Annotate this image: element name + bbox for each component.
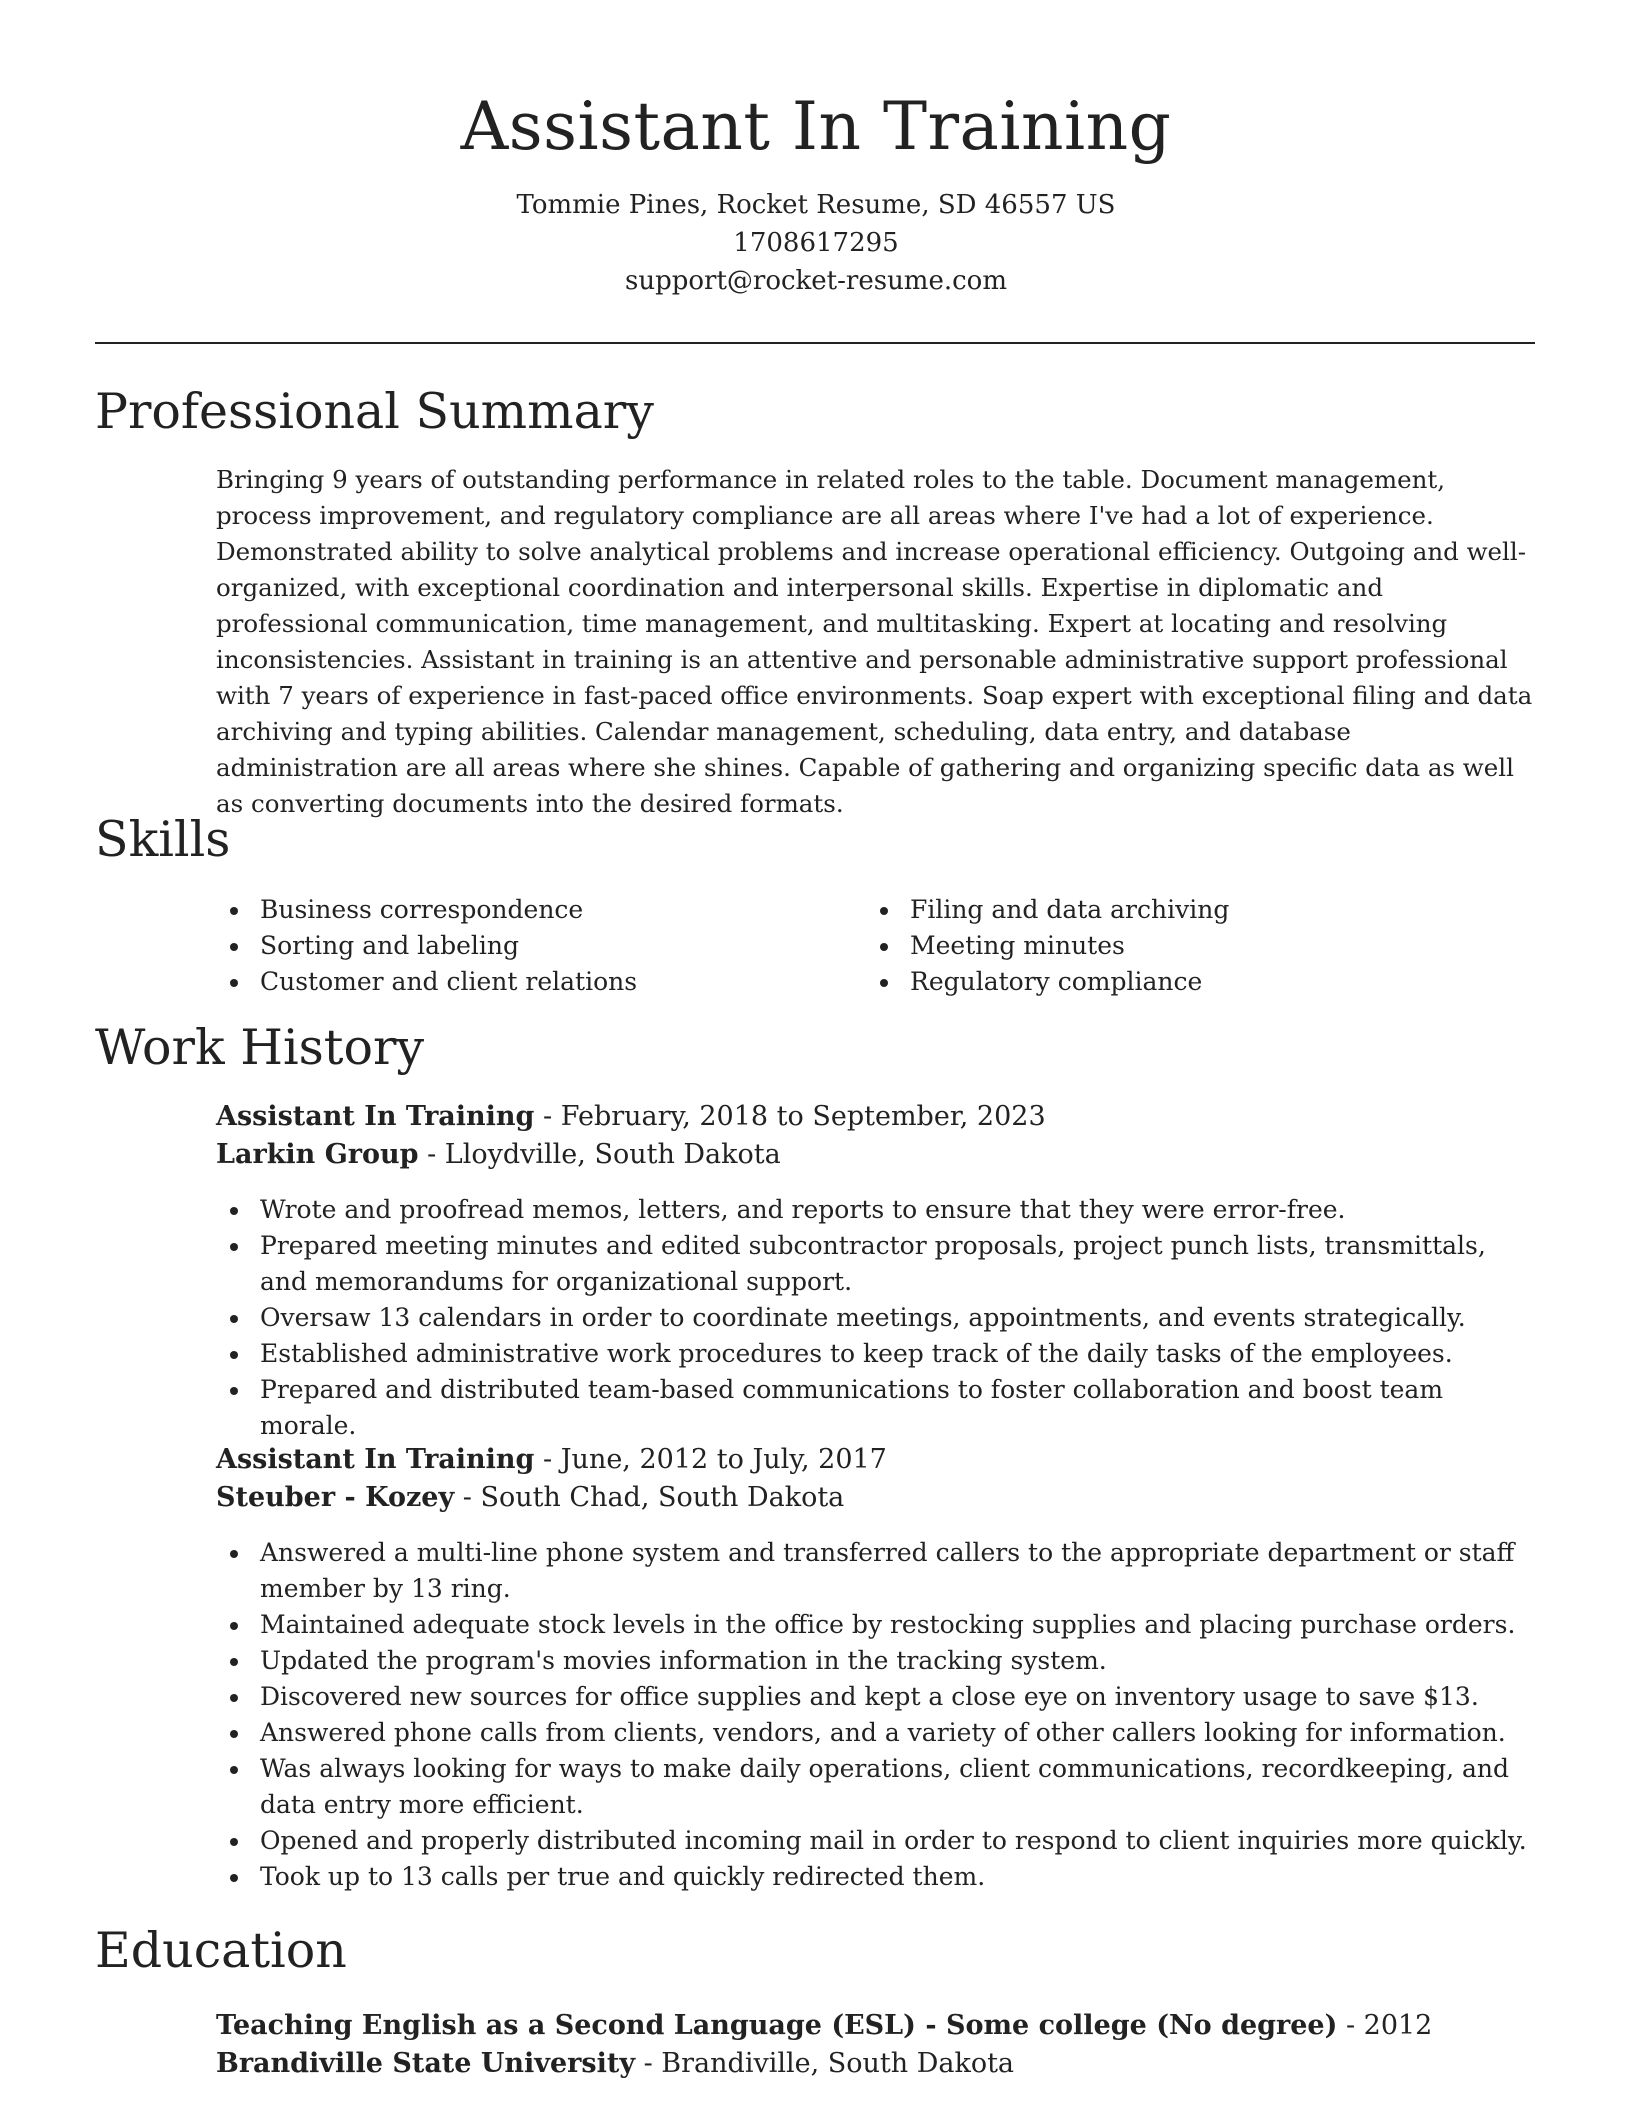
summary-text: Bringing 9 years of outstanding performance in related roles to the table. Document management, process improvement, and regulatory compliance are all areas where I've had a lot of experience. Demonstrated ability to solve analytical problems and increase operational efficiency. Outgoing and well-organized, with exceptional coordination and interpersonal skills. Expertise in diplomatic and professional communication, time management, and multitasking. Expert at locating and resolving inconsistencies. Assistant in training is an attentive and personable administrative support professional with 7 years of experience in fast-paced office environments. Soap expert with exceptional filing and data archiving and typing abilities. Calendar management, scheduling, data entry, and database administration are all areas where she shines. Capable of gathering and organizing specific data as well as converting documents into the desired formats. bbox=[216, 465, 1533, 818]
header-divider bbox=[95, 342, 1535, 344]
education-year: - 2012 bbox=[1337, 2010, 1433, 2041]
education-entry bbox=[216, 2007, 1536, 2083]
job-bullet: Established administrative work procedures to keep track of the daily tasks of the employees. bbox=[216, 1336, 1536, 1372]
job-entry bbox=[216, 1098, 1536, 1444]
job-bullet: Answered a multi-line phone system and transferred callers to the appropriate department or staff member by 13 ring. bbox=[216, 1535, 1536, 1607]
job-bullet: Answered phone calls from clients, vendors, and a variety of other callers looking for information. bbox=[216, 1715, 1536, 1751]
contact-info bbox=[0, 186, 1632, 300]
skill-item: Customer and client relations bbox=[216, 964, 866, 1000]
contact-address: Tommie Pines, Rocket Resume, SD 46557 US bbox=[516, 190, 1116, 220]
job-bullet: Opened and properly distributed incoming mail in order to respond to client inquiries more quickly. bbox=[216, 1823, 1536, 1859]
education-heading: Education bbox=[95, 1922, 347, 1979]
skills-column-left bbox=[216, 892, 866, 1000]
job-title-line bbox=[216, 1441, 1536, 1479]
contact-email: support@rocket-resume.com bbox=[624, 266, 1007, 296]
job-location: - Lloydville, South Dakota bbox=[418, 1139, 781, 1170]
skills-list bbox=[216, 892, 1536, 1000]
work-history-heading: Work History bbox=[95, 1019, 425, 1076]
job-entry bbox=[216, 1441, 1536, 1895]
job-bullet: Prepared meeting minutes and edited subcontractor proposals, project punch lists, transmittals, and memorandums for organizational support. bbox=[216, 1228, 1536, 1300]
job-bullet: Updated the program's movies information in the tracking system. bbox=[216, 1643, 1536, 1679]
skills-heading: Skills bbox=[95, 811, 231, 868]
skill-item: Filing and data archiving bbox=[866, 892, 1516, 928]
job-role: Assistant In Training bbox=[216, 1444, 535, 1475]
job-bullet: Oversaw 13 calendars in order to coordinate meetings, appointments, and events strategically. bbox=[216, 1300, 1536, 1336]
job-bullet: Was always looking for ways to make daily operations, client communications, recordkeeping, and data entry more efficient. bbox=[216, 1751, 1536, 1823]
skill-item: Business correspondence bbox=[216, 892, 866, 928]
skills-column-right bbox=[866, 892, 1516, 1000]
education-degree: Teaching English as a Second Language (ESL) - Some college (No degree) bbox=[216, 2010, 1338, 2041]
skill-item: Sorting and labeling bbox=[216, 928, 866, 964]
job-bullets bbox=[216, 1535, 1536, 1895]
education-degree-line bbox=[216, 2007, 1536, 2045]
job-company: Steuber - Kozey bbox=[216, 1482, 455, 1513]
job-bullet: Wrote and proofread memos, letters, and reports to ensure that they were error-free. bbox=[216, 1192, 1536, 1228]
job-role: Assistant In Training bbox=[216, 1101, 535, 1132]
job-company: Larkin Group bbox=[216, 1139, 419, 1170]
job-company-line bbox=[216, 1479, 1536, 1517]
resume-name: Assistant In Training bbox=[460, 88, 1172, 165]
job-location: - South Chad, South Dakota bbox=[454, 1482, 845, 1513]
skill-item: Meeting minutes bbox=[866, 928, 1516, 964]
summary-heading: Professional Summary bbox=[95, 383, 654, 440]
education-location: - Brandiville, South Dakota bbox=[635, 2048, 1015, 2079]
job-bullet: Took up to 13 calls per true and quickly redirected them. bbox=[216, 1859, 1536, 1895]
contact-phone: 1708617295 bbox=[733, 228, 899, 258]
skill-item: Regulatory compliance bbox=[866, 964, 1516, 1000]
education-school: Brandiville State University bbox=[216, 2048, 636, 2079]
job-bullet: Prepared and distributed team-based communications to foster collaboration and boost team morale. bbox=[216, 1372, 1536, 1444]
job-dates: - February, 2018 to September, 2023 bbox=[534, 1101, 1046, 1132]
job-title-line bbox=[216, 1098, 1536, 1136]
job-bullet: Maintained adequate stock levels in the office by restocking supplies and placing purchase orders. bbox=[216, 1607, 1536, 1643]
resume-header bbox=[0, 84, 1632, 300]
job-bullets bbox=[216, 1192, 1536, 1444]
job-bullet: Discovered new sources for office supplies and kept a close eye on inventory usage to save $13. bbox=[216, 1679, 1536, 1715]
education-school-line bbox=[216, 2045, 1536, 2083]
job-company-line bbox=[216, 1136, 1536, 1174]
job-dates: - June, 2012 to July, 2017 bbox=[534, 1444, 887, 1475]
